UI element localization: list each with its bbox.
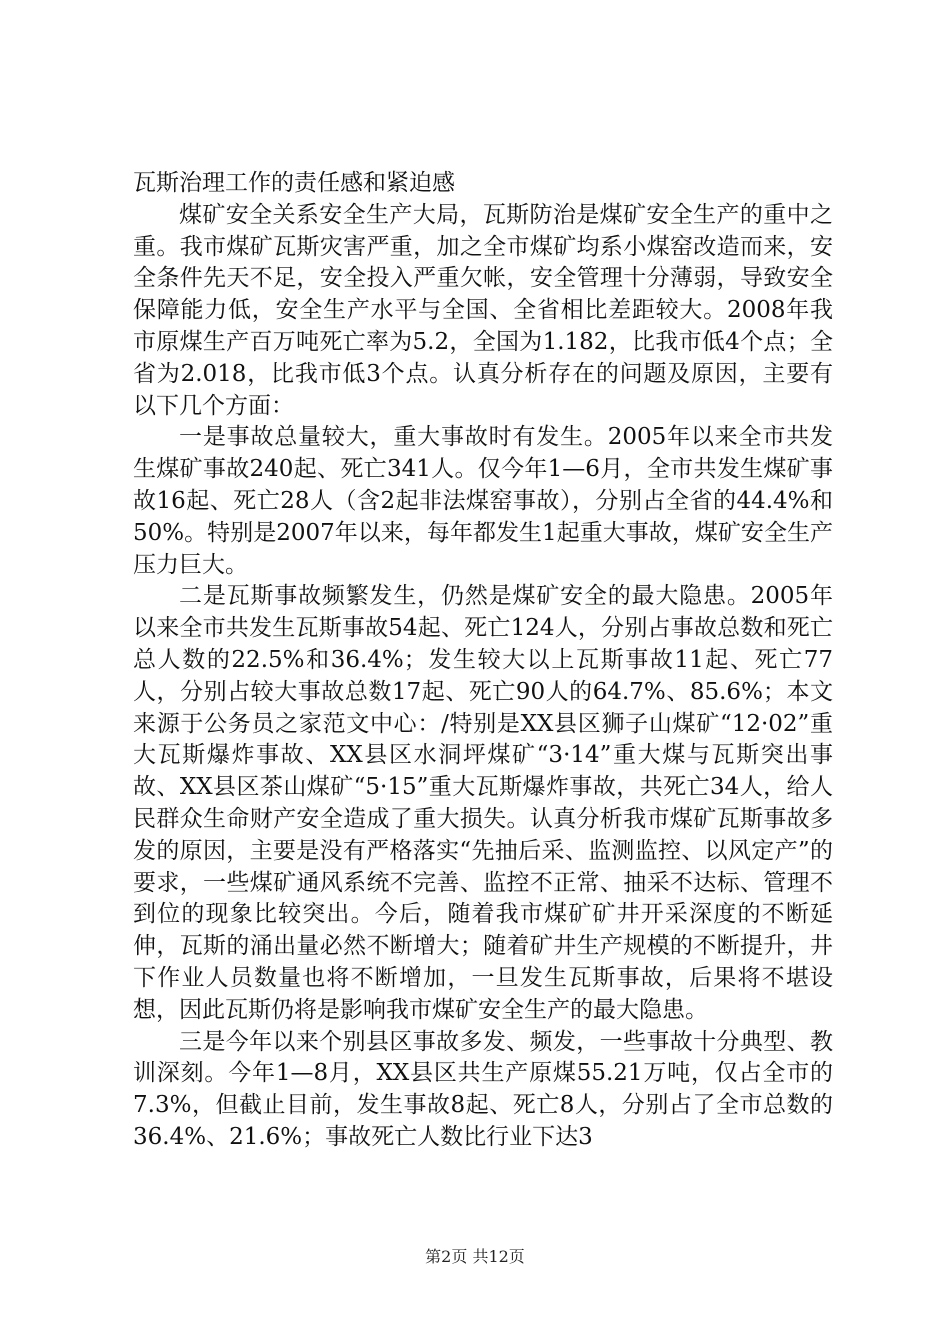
document-body [133, 168, 833, 1154]
paragraph-point-two: 二是瓦斯事故频繁发生，仍然是煤矿安全的最大隐患。2005年以来全市共发生瓦斯事故54起、死亡124人，分别占事故总数和死亡总人数的22.5%和36.4%；发生较大以上瓦斯事故11起、死亡77人，分别占较大事故总数17起、死亡90人的64.7%、85.6%；本文来源于公务员之家范文中心：/特别是XX县区狮子山煤矿“12·02”重大瓦斯爆炸事故、XX县区水洞坪煤矿“3·14”重大煤与瓦斯突出事故、XX县区茶山煤矿“5·15”重大瓦斯爆炸事故，共死亡34人，给人民群众生命财产安全造成了重大损失。认真分析我市煤矿瓦斯事故多发的原因，主要是没有严格落实“先抽后采、监测监控、以风定产”的要求，一些煤矿通风系统不完善、监控不正常、抽采不达标、管理不到位的现象比较突出。今后，随着我市煤矿矿井开采深度的不断延伸，瓦斯的涌出量必然不断增大；随着矿井生产规模的不断提升，井下作业人员数量也将不断增加，一旦发生瓦斯事故，后果将不堪设想，因此瓦斯仍将是影响我市煤矿安全生产的最大隐患。 [133, 583, 833, 1023]
paragraph-overview: 煤矿安全关系安全生产大局，瓦斯防治是煤矿安全生产的重中之重。我市煤矿瓦斯灾害严重，加之全市煤矿均系小煤窑改造而来，安全条件先天不足，安全投入严重欠帐，安全管理十分薄弱，导致安全保障能力低，安全生产水平与全国、全省相比差距较大。2008年我市原煤生产百万吨死亡率为5.2，全国为1.182，比我市低4个点；全省为2.018，比我市低3个点。认真分析存在的问题及原因，主要有以下几个方面： [133, 201, 833, 419]
paragraph-point-one: 一是事故总量较大，重大事故时有发生。2005年以来全市共发生煤矿事故240起、死亡341人。仅今年1—6月，全市共发生煤矿事故16起、死亡28人（含2起非法煤窑事故），分别占全省的44.4%和50%。特别是2007年以来，每年都发生1起重大事故，煤矿安全生产压力巨大。 [133, 424, 833, 578]
page-number-footer: 第2页 共12页 [425, 1247, 525, 1266]
paragraph-point-three: 三是今年以来个别县区事故多发、频发，一些事故十分典型、教训深刻。今年1—8月，XX县区共生产原煤55.21万吨，仅占全市的7.3%，但截止目前，发生事故8起、死亡8人，分别占了全市总数的36.4%、21.6%；事故死亡人数比行业下达3 [133, 1028, 833, 1150]
continued-heading-line: 瓦斯治理工作的责任感和紧迫感 [133, 170, 455, 196]
